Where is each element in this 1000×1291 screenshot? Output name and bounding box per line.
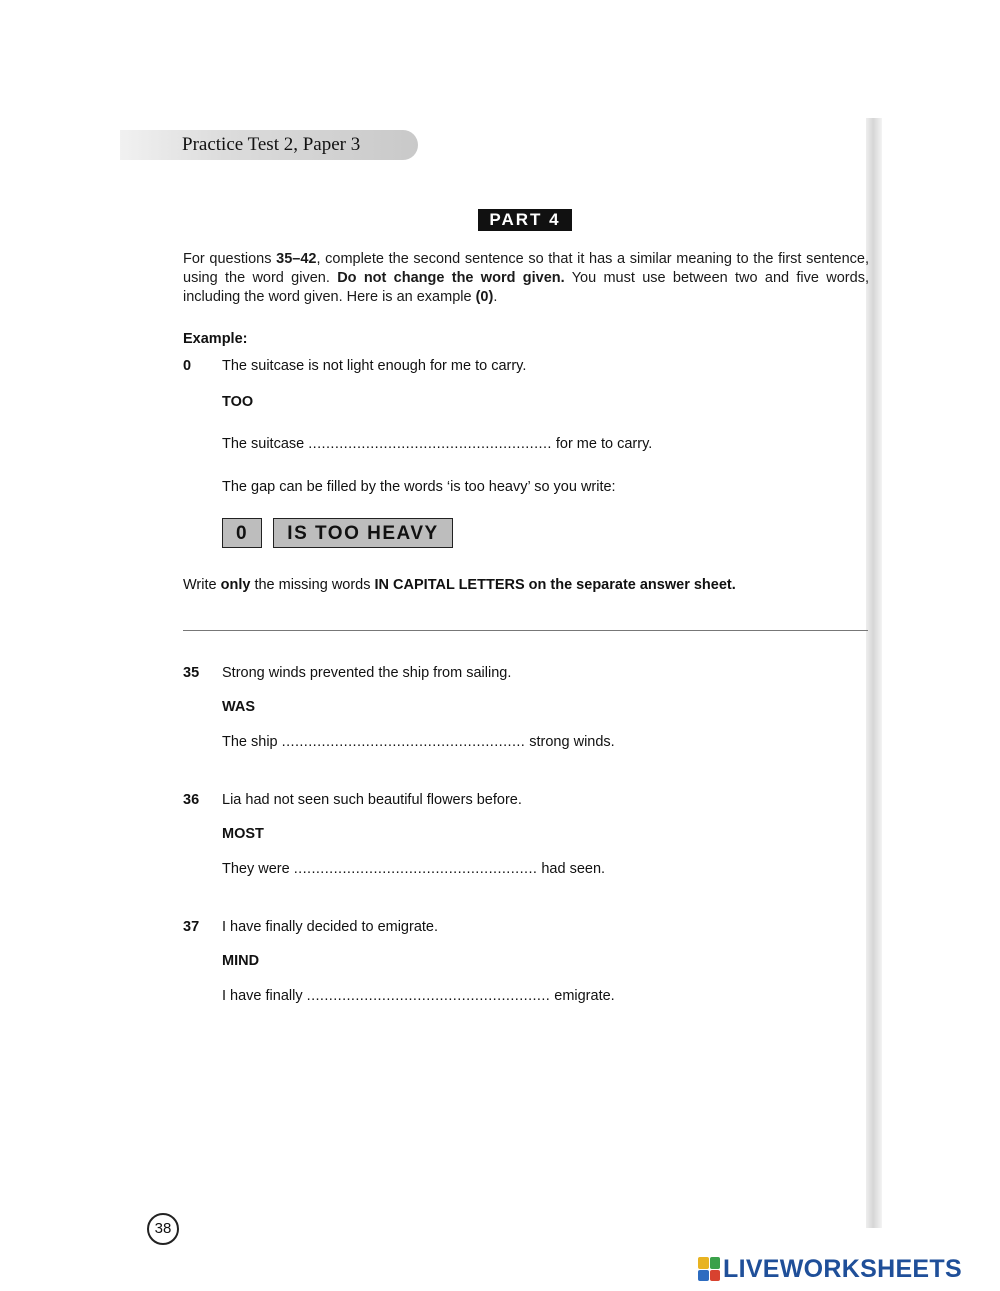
example-answer-box: IS TOO HEAVY	[273, 518, 453, 548]
brand-name: LIVEWORKSHEETS	[723, 1254, 962, 1283]
example-label: Example:	[183, 331, 248, 347]
part-label: PART 4	[478, 209, 572, 231]
logo-tile	[698, 1270, 709, 1282]
answer-gap[interactable]: .......................................................	[293, 861, 538, 877]
write-instruction: Write only the missing words IN CAPITAL LETTERS on the separate answer sheet.	[183, 577, 736, 593]
question-number: 36	[183, 792, 200, 808]
page-number: 38	[147, 1213, 179, 1245]
page-header-title: Practice Test 2, Paper 3	[182, 134, 361, 155]
question-sentence: Lia had not seen such beautiful flowers before.	[222, 792, 522, 808]
question-gap-sentence: The ship ....................................................... strong winds.	[222, 734, 615, 750]
section-divider	[183, 630, 868, 631]
liveworksheets-logo-icon	[698, 1257, 720, 1281]
example-sentence: The suitcase is not light enough for me to carry.	[222, 358, 527, 374]
example-gap-sentence: The suitcase ....................................................... for me to carry.	[222, 436, 653, 452]
example-explanation: The gap can be filled by the words ‘is too heavy’ so you write:	[222, 479, 616, 495]
question-sentence: Strong winds prevented the ship from sailing.	[222, 665, 512, 681]
question-sentence: I have finally decided to emigrate.	[222, 919, 439, 935]
question-number: 37	[183, 919, 200, 935]
question-gap-sentence: They were ....................................................... had seen.	[222, 861, 606, 877]
example-keyword: TOO	[222, 394, 254, 410]
example-number: 0	[183, 358, 192, 374]
instructions: For questions 35–42, complete the second sentence so that it has a similar meaning to the first sentence, using the word given. Do not change the word given. You must use between two and five words, including the word given. Here is an example (0).	[183, 251, 869, 305]
logo-tile	[710, 1257, 721, 1269]
gap-dots: .......................................................	[308, 436, 552, 452]
question-keyword: MIND	[222, 953, 260, 969]
example-answer-number-box: 0	[222, 518, 262, 548]
question-keyword: MOST	[222, 826, 264, 842]
answer-gap[interactable]: .......................................................	[281, 734, 526, 750]
logo-tile	[710, 1270, 721, 1282]
answer-gap[interactable]: .......................................................	[306, 988, 551, 1004]
logo-tile	[698, 1257, 709, 1269]
liveworksheets-brand[interactable]	[698, 1254, 962, 1284]
question-number: 35	[183, 665, 200, 681]
question-gap-sentence: I have finally ....................................................... emigrate.	[222, 988, 615, 1004]
question-keyword: WAS	[222, 699, 256, 715]
